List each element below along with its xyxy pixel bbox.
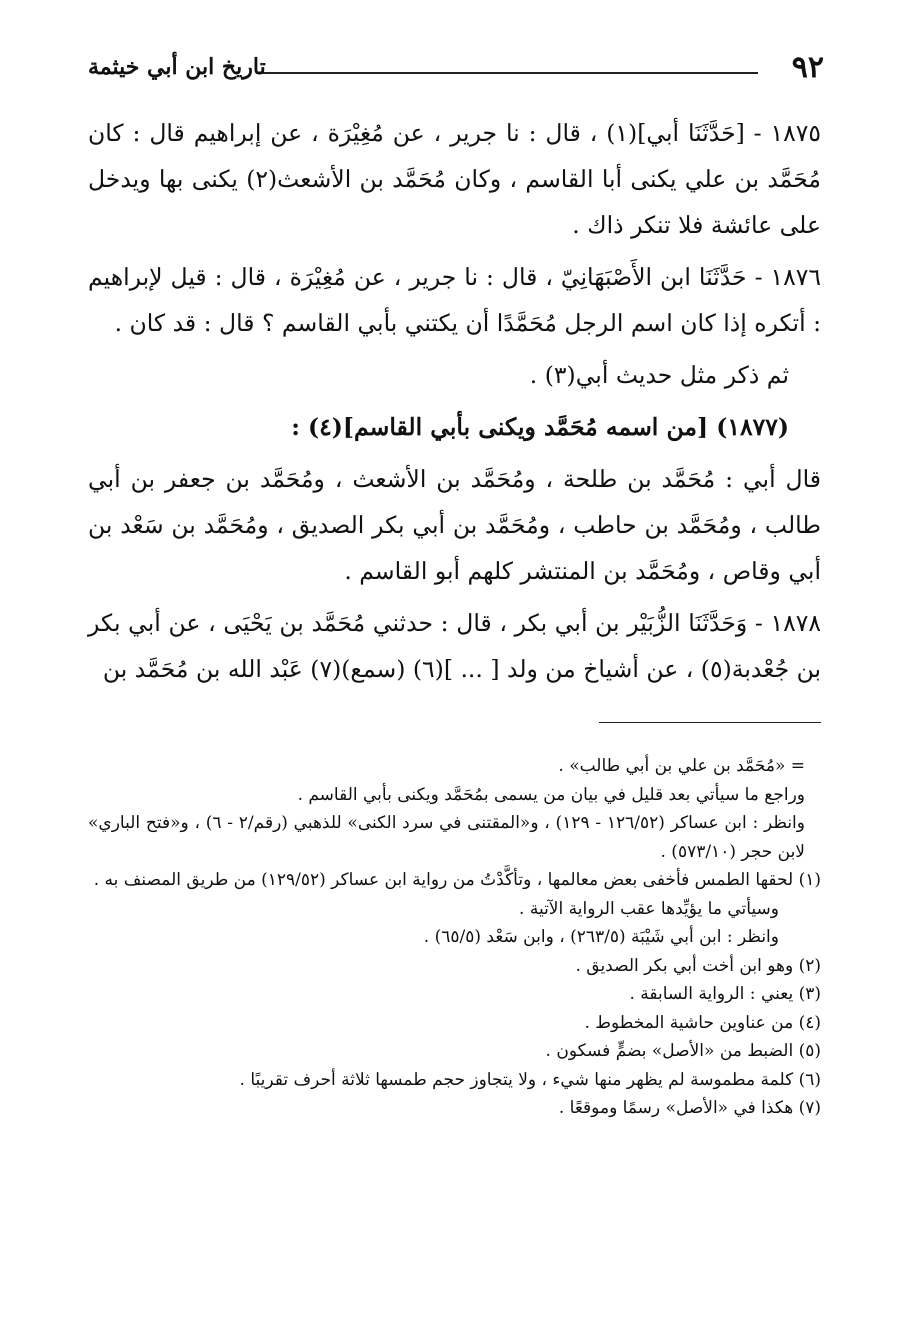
footnote-6: (٦) كلمة مطموسة لم يظهر منها شيء ، ولا يتجاوز حجم طمسها ثلاثة أحرف تقريبًا . <box>239 1069 821 1090</box>
footnote-separator <box>599 722 821 723</box>
footnote-continuation: وراجع ما سيأتي بعد قليل في بيان من يسمى بمُحَمَّد ويكنى بأبي القاسم . <box>297 784 805 805</box>
section-heading-1877: (١٨٧٧) [من اسمه مُحَمَّد ويكنى بأبي القاسم](٤) : <box>291 413 789 441</box>
hadith-1875: ١٨٧٥ - [حَدَّثَنَا أبي](١) ، قال : نا جرير ، عن مُغِيْرَة ، عن إبراهيم قال : كان مُحَمَّد بن علي يكنى أبا القاسم ، وكان مُحَمَّد بن الأشعث(٢) يكنى بها ويدخل على عائشة فلا تنكر ذاك . <box>88 119 822 239</box>
footnote-5: (٥) الضبط من «الأصل» بضمٍّ فسكون . <box>545 1041 821 1061</box>
footnote-4: (٤) من عناوين حاشية المخطوط . <box>584 1012 821 1033</box>
footnote-7: (٧) هكذا في «الأصل» رسمًا وموقعًا . <box>558 1098 821 1118</box>
footnotes <box>88 752 821 1123</box>
header-rule <box>258 72 758 74</box>
footnote-continuation: وانظر : ابن عساكر (١٢٦/٥٢ - ١٢٩) ، و«المقتنى في سرد الكنى» للذهبي (رقم/٢ - ٦) ، و«فتح الباري» لابن حجر (٥٧٣/١٠) . <box>88 813 805 862</box>
main-text <box>88 110 821 698</box>
hadith-1876-continuation: ثم ذكر مثل حديث أبي(٣) . <box>529 361 789 389</box>
list-of-abu-al-qasim: قال أبي : مُحَمَّد بن طلحة ، ومُحَمَّد بن الأشعث ، ومُحَمَّد بن جعفر بن أبي طالب ، ومُحَمَّد بن حاطب ، ومُحَمَّد بن أبي بكر الصديق ، ومُحَمَّد بن سَعْد بن أبي وقاص ، ومُحَمَّد بن المنتشر كلهم أبو القاسم . <box>88 465 821 585</box>
footnote-continuation: = «مُحَمَّد بن علي بن أبي طالب» . <box>558 756 805 776</box>
footnote-1: (١) لحقها الطمس فأخفى بعض معالمها ، وتأكَّدْتُ من رواية ابن عساكر (١٢٩/٥٢) من طريق المصنف به . <box>93 870 821 890</box>
footnote-3: (٣) يعني : الرواية السابقة . <box>629 984 821 1004</box>
footnote-1-continuation: وانظر : ابن أبي شَيْبَة (٢٦٣/٥) ، وابن سَعْد (٦٥/٥) . <box>423 927 779 947</box>
footnote-2: (٢) وهو ابن أخت أبي بكر الصديق . <box>575 955 821 976</box>
hadith-1878: ١٨٧٨ - وَحَدَّثَنَا الزُّبَيْر بن أبي بكر ، قال : حدثني مُحَمَّد بن يَحْيَى ، عن أبي بكر بن جُعْدبة(٥) ، عن أشياخ من ولد [ ... ](٦) (سمع)(٧) عَبْد الله بن مُحَمَّد بن <box>88 609 821 683</box>
page-number: ٩٢ <box>791 50 824 85</box>
running-title: تاريخ ابن أبي خيثمة <box>88 54 266 80</box>
page-header <box>88 50 824 90</box>
hadith-1876: ١٨٧٦ - حَدَّثَنَا ابن الأَصْبَهَانِيّ ، قال : نا جرير ، عن مُغِيْرَة ، قال : قيل لإبراهيم : أتكره إذا كان اسم الرجل مُحَمَّدًا أن يكتني بأبي القاسم ؟ قال : قد كان . <box>88 263 821 337</box>
footnote-1-continuation: وسيأتي ما يؤيِّدها عقب الرواية الآتية . <box>519 898 779 919</box>
